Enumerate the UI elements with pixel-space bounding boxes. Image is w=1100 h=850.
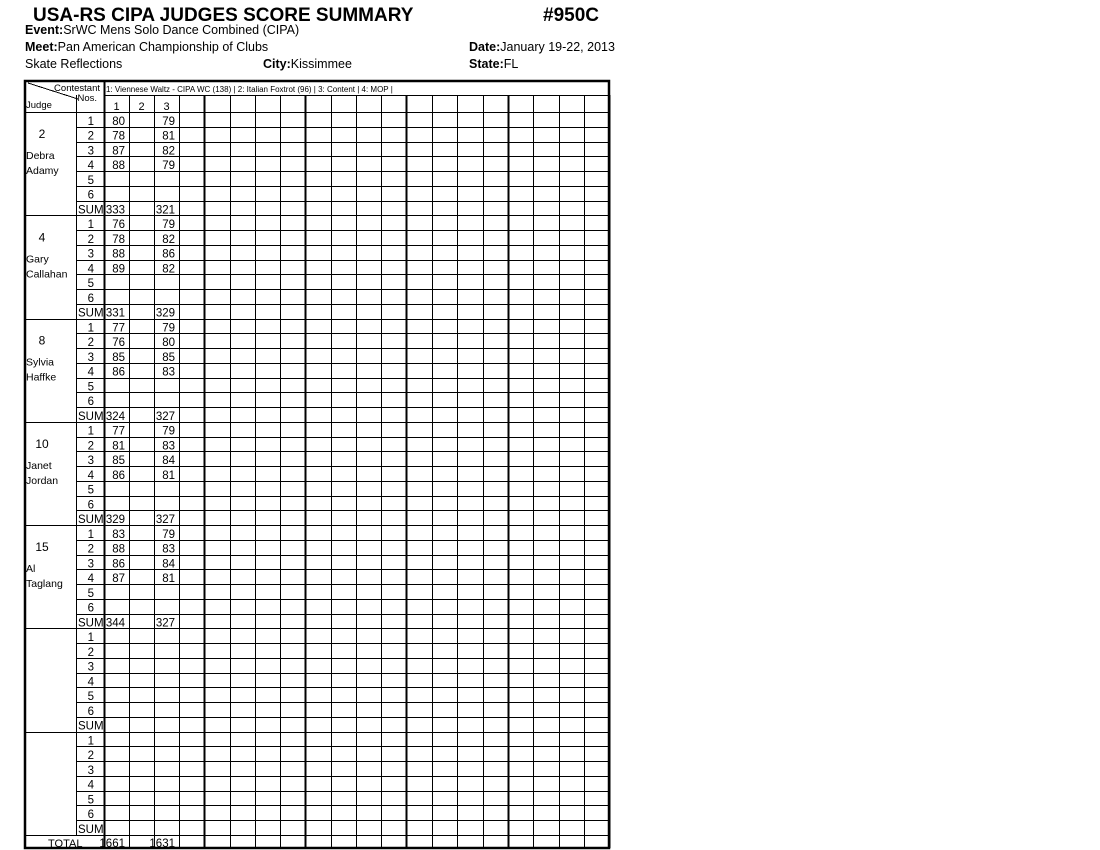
- row-number: 3: [87, 145, 94, 158]
- judge-last-name: Callahan: [26, 268, 68, 281]
- row-number: 2: [87, 543, 94, 556]
- sum-label: SUM: [78, 514, 104, 526]
- score-value: 79: [162, 528, 175, 541]
- score-value: 82: [162, 233, 175, 246]
- score-value: 81: [162, 469, 175, 482]
- sum-value: 329: [155, 307, 175, 320]
- row-number: 5: [87, 174, 94, 187]
- row-number: 4: [87, 366, 94, 379]
- meet-label: Meet:: [25, 40, 58, 54]
- row-number: 6: [87, 705, 94, 718]
- row-number: 6: [87, 292, 94, 305]
- score-value: 76: [112, 337, 125, 349]
- row-number: 2: [87, 337, 94, 349]
- row-number: 4: [87, 573, 94, 585]
- row-number: 5: [87, 794, 94, 807]
- score-value: 84: [162, 455, 175, 467]
- score-value: 80: [162, 337, 175, 349]
- state-value: FL: [503, 57, 519, 71]
- corner-judge-label: Judge: [26, 100, 52, 111]
- dance-legend: 1: Viennese Waltz - CIPA WC (138) | 2: Italian Foxtrot (96) | 3: Content | 4: MOP |: [106, 85, 393, 94]
- row-number: 6: [87, 809, 94, 821]
- total-value: 1631: [149, 838, 175, 850]
- score-value: 82: [162, 145, 175, 158]
- score-value: 83: [162, 366, 175, 379]
- row-number: 5: [87, 691, 94, 703]
- judge-last-name: Jordan: [26, 474, 59, 487]
- sum-value: 324: [105, 410, 125, 423]
- row-number: 5: [87, 278, 94, 290]
- date-value: January 19-22, 2013: [500, 40, 615, 54]
- score-value: 81: [162, 130, 175, 143]
- row-number: 5: [87, 587, 94, 600]
- row-number: 4: [87, 263, 94, 276]
- row-number: 2: [87, 440, 94, 453]
- sum-label: SUM: [78, 204, 104, 217]
- score-value: 77: [112, 322, 125, 335]
- judge-first-name: Janet: [26, 459, 52, 472]
- row-number: 4: [87, 160, 94, 172]
- row-number: 4: [87, 469, 94, 482]
- meet-value: Pan American Championship of Clubs: [57, 40, 269, 54]
- judge-last-name: Haffke: [26, 371, 57, 384]
- score-value: 83: [162, 440, 175, 453]
- score-value: 88: [112, 543, 125, 556]
- score-value: 78: [112, 233, 125, 246]
- row-number: 6: [87, 602, 94, 615]
- row-number: 2: [87, 646, 94, 659]
- sum-value: 327: [155, 617, 175, 630]
- contestant-number: 3: [163, 101, 170, 113]
- row-number: 6: [87, 396, 94, 408]
- judge-last-name: Adamy: [26, 165, 59, 177]
- sum-value: 327: [155, 410, 175, 423]
- row-number: 4: [87, 779, 94, 792]
- score-value: 78: [112, 130, 125, 143]
- row-number: 1: [87, 115, 94, 128]
- row-number: 1: [87, 735, 94, 748]
- event-value: SrWC Mens Solo Dance Combined (CIPA): [63, 23, 300, 37]
- judge-number: 10: [35, 436, 49, 451]
- sum-label: SUM: [78, 823, 104, 836]
- score-value: 86: [112, 366, 125, 379]
- row-number: 3: [87, 764, 94, 777]
- score-value: 86: [162, 248, 175, 261]
- judge-last-name: Taglang: [26, 578, 63, 590]
- judge-number: 4: [38, 230, 46, 245]
- contestant-number: 2: [138, 101, 145, 113]
- score-value: 81: [112, 440, 125, 453]
- row-number: 3: [87, 248, 94, 261]
- contestant-number: 1: [113, 101, 120, 113]
- row-number: 1: [87, 632, 94, 644]
- score-value: 79: [162, 425, 175, 438]
- score-value: 80: [112, 115, 125, 128]
- score-value: 85: [162, 351, 175, 364]
- row-number: 3: [87, 455, 94, 467]
- row-number: 2: [87, 233, 94, 246]
- row-number: 1: [87, 322, 94, 335]
- city-value: Kissimmee: [290, 57, 352, 71]
- sum-value: 331: [105, 307, 125, 320]
- row-number: 5: [87, 484, 94, 497]
- corner-nos-label: Nos.: [77, 93, 97, 104]
- judge-first-name: Al: [26, 563, 36, 575]
- state-label: State:: [469, 57, 504, 71]
- row-number: 2: [87, 750, 94, 762]
- date-label: Date:: [469, 40, 501, 54]
- form-number: #950C: [543, 5, 599, 26]
- sum-label: SUM: [78, 410, 104, 423]
- score-value: 88: [112, 248, 125, 261]
- judge-first-name: Sylvia: [26, 356, 55, 369]
- sum-label: SUM: [78, 617, 104, 630]
- judge-first-name: Debra: [26, 150, 55, 162]
- city-label: City:: [263, 57, 291, 71]
- score-value: 76: [112, 219, 125, 231]
- row-number: 6: [87, 499, 94, 512]
- score-value: 85: [112, 351, 125, 364]
- judge-number: 15: [35, 540, 49, 554]
- score-value: 83: [112, 528, 125, 541]
- report-title: USA-RS CIPA JUDGES SCORE SUMMARY: [33, 5, 414, 26]
- row-number: 4: [87, 676, 94, 689]
- total-value: 1661: [99, 838, 125, 850]
- sum-value: 327: [155, 514, 175, 526]
- score-value: 82: [162, 263, 175, 276]
- sum-label: SUM: [78, 720, 104, 733]
- score-value: 83: [162, 543, 175, 556]
- event-label: Event:: [25, 23, 64, 37]
- row-number: 1: [87, 219, 94, 231]
- score-value: 85: [112, 455, 125, 467]
- row-number: 3: [87, 661, 94, 674]
- row-number: 1: [87, 425, 94, 438]
- row-number: 2: [87, 130, 94, 143]
- row-number: 3: [87, 558, 94, 571]
- score-value: 77: [112, 425, 125, 438]
- score-value: 79: [162, 219, 175, 231]
- corner-contestant-label: Contestant: [54, 83, 100, 94]
- sum-value: 329: [105, 514, 125, 526]
- judge-number: 8: [38, 333, 46, 348]
- score-value: 79: [162, 160, 175, 172]
- score-value: 81: [162, 573, 175, 585]
- sum-label: SUM: [78, 307, 104, 320]
- score-value: 87: [112, 573, 125, 585]
- row-number: 5: [87, 381, 94, 394]
- score-value: 86: [112, 469, 125, 482]
- score-value: 86: [112, 558, 125, 571]
- score-value: 79: [162, 322, 175, 335]
- judge-first-name: Gary: [26, 253, 49, 266]
- row-number: 1: [87, 528, 94, 541]
- score-value: 84: [162, 558, 175, 571]
- score-value: 88: [112, 160, 125, 172]
- score-value: 87: [112, 145, 125, 158]
- judge-number: 2: [38, 127, 46, 141]
- total-label: TOTAL: [48, 838, 83, 850]
- sum-value: 333: [105, 204, 125, 217]
- row-number: 6: [87, 189, 94, 202]
- row-number: 3: [87, 351, 94, 364]
- sum-value: 344: [105, 617, 125, 630]
- score-value: 89: [112, 263, 125, 276]
- club-name: Skate Reflections: [25, 57, 123, 71]
- score-value: 79: [162, 115, 175, 128]
- sum-value: 321: [155, 204, 175, 217]
